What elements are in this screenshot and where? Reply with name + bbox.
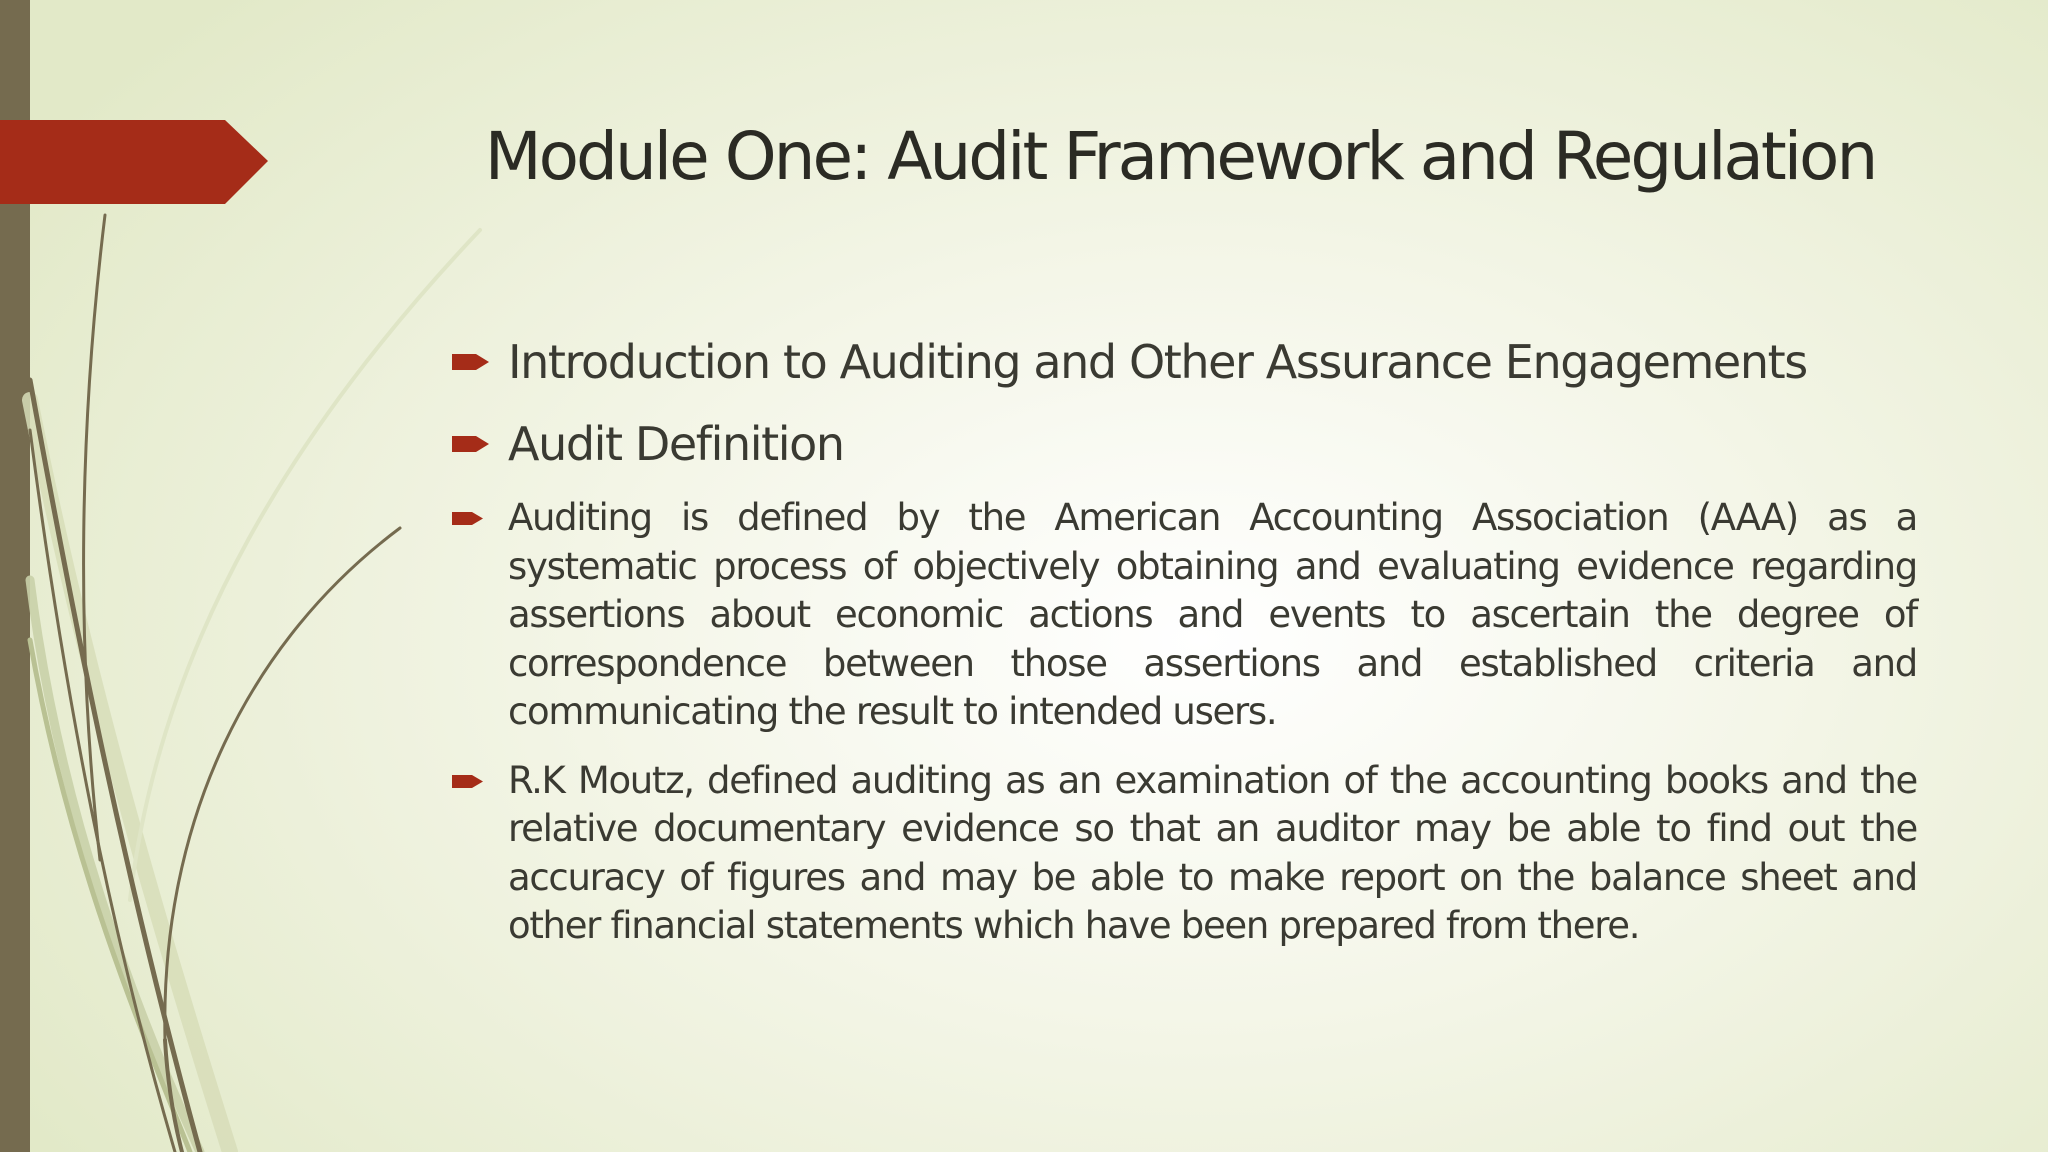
slide-title: Module One: Audit Framework and Regulation — [484, 118, 1876, 195]
arrow-bullet-icon — [452, 772, 484, 791]
arrow-bullet-icon — [452, 433, 490, 455]
bullet-text: Audit Definition — [508, 417, 844, 471]
bullet-text: Auditing is defined by the American Accounting Association (AAA) as a systematic process of objectively obtaining and evaluating evidence regarding assertions about economic actions and events to ascertain the degree of correspondence between those assertions and established criteria and communicating the result to intended users. — [508, 496, 1917, 733]
bullet-text: R.K Moutz, defined auditing as an examination of the accounting books and the relative documentary evidence so that an auditor may be able to find out the accuracy of figures and may be able to make report on the balance sheet and other financial statements which have been prepared from there. — [508, 758, 1917, 947]
list-item — [452, 757, 1917, 951]
list-item — [452, 494, 1917, 737]
bullet-list — [452, 330, 1917, 971]
bullet-text: Introduction to Auditing and Other Assurance Engagements — [508, 335, 1807, 389]
title-accent-ribbon — [0, 120, 268, 204]
list-item — [452, 412, 1917, 476]
list-item — [452, 330, 1917, 394]
arrow-bullet-icon — [452, 351, 490, 373]
arrow-bullet-icon — [452, 509, 484, 528]
